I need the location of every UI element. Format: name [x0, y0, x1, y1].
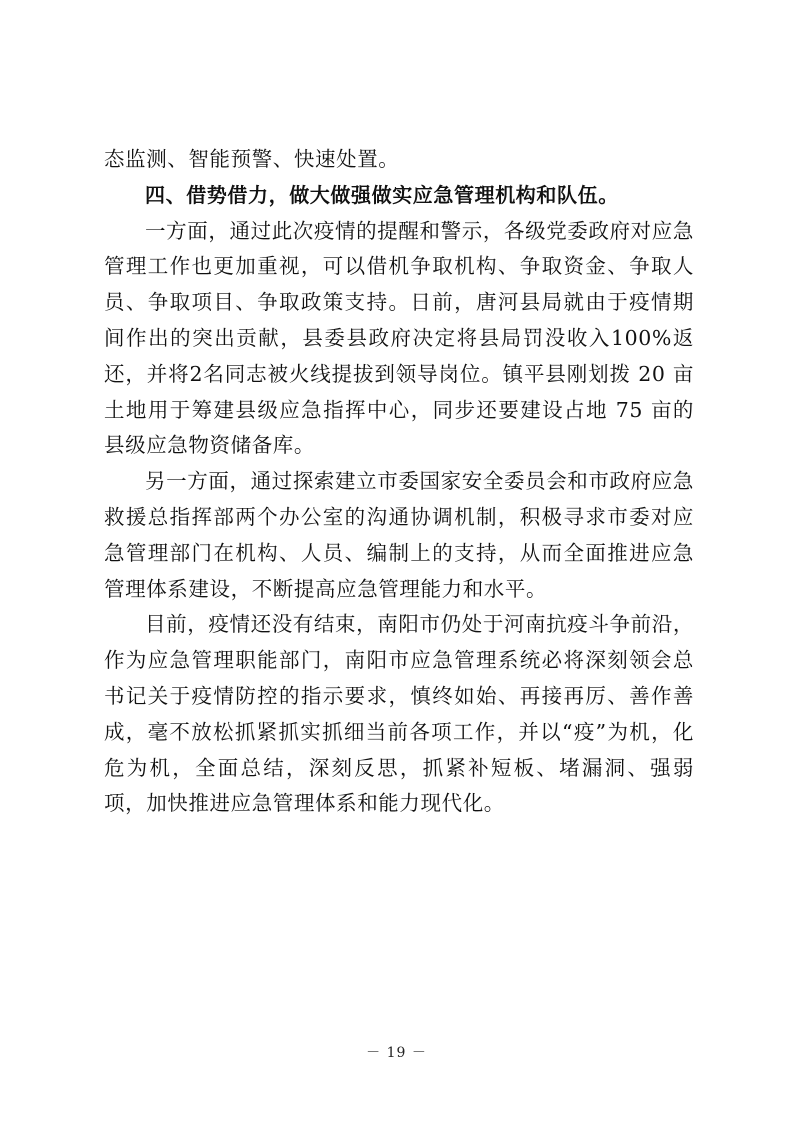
body-text	[104, 142, 694, 822]
page-number: － 19 －	[366, 1045, 427, 1061]
paragraph: 目前，疫情还没有结束，南阳市仍处于河南抗疫斗争前沿，作为应急管理职能部门，南阳市应急管理系统必将深刻领会总书记关于疫情防控的指示要求，慎终如始、再接再厉、善作善成，毫不放松抓紧抓实抓细当前各项工作，并以“疫”为机，化危为机，全面总结，深刻反思，抓紧补短板、堵漏洞、强弱项，加快推进应急管理体系和能力现代化。	[104, 612, 694, 816]
paragraph: 另一方面，通过探索建立市委国家安全委员会和市政府应急救援总指挥部两个办公室的沟通协调机制，积极寻求市委对应急管理部门在机构、人员、编制上的支持，从而全面推进应急管理体系建设，不断提高应急管理能力和水平。	[104, 469, 694, 601]
section-heading: 四、借势借力，做大做强做实应急管理机构和队伍。	[145, 182, 619, 207]
continuation-text: 态监测、智能预警、快速处置。	[104, 147, 400, 171]
paragraph: 一方面，通过此次疫情的提醒和警示，各级党委政府对应急管理工作也更加重视，可以借机争取机构、争取资金、争取人员、争取项目、争取政策支持。日前，唐河县局就由于疫情期间作出的突出贡献，县委县政府决定将县局罚没收入100%返还，并将2名同志被火线提拔到领导岗位。镇平县刚划拨 20 亩土地用于筹建县级应急指挥中心，同步还要建设占地 75 亩的县级应急物资储备库。	[104, 218, 694, 458]
